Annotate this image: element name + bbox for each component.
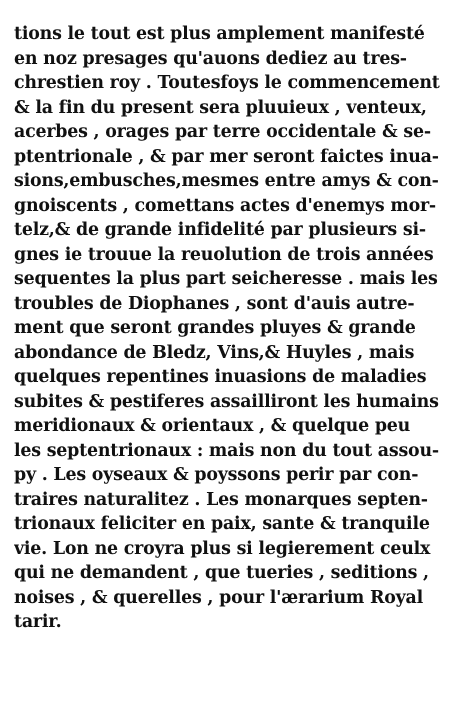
text-line-10: gnes ie trouue la reuolution de trois années: [14, 244, 434, 265]
text-line-15: quelques repentines inuasions de maladies: [14, 367, 427, 387]
text-line-22: vie. Lon ne croyra plus si legierement ceulx: [14, 538, 431, 559]
text-line-8: gnoiscents , comettans actes d'enemys mor-: [14, 195, 436, 216]
text-line-25: tarir.: [14, 612, 62, 632]
text-line-14: abondance de Bledz, Vins,& Huyles , mais: [14, 342, 415, 363]
text-line-5: acerbes , orages par terre occidentale & se-: [14, 122, 431, 142]
text-line-19: py . Les oyseaux & poyssons perir par con-: [14, 465, 419, 485]
text-line-2: en noz presages qu'auons dediez au tres-: [14, 48, 407, 69]
text-line-4: & la fin du present sera pluuieux , venteux,: [14, 97, 427, 118]
text-line-23: qui ne demandent , que tueries , seditions ,: [14, 563, 429, 583]
text-line-20: traires naturalitez . Les monarques septen-: [14, 489, 428, 510]
text-line-6: ptentrionale , & par mer seront faictes inua-: [14, 146, 439, 167]
text-line-17: meridionaux & orientaux , & quelque peu: [14, 416, 411, 436]
text-line-3: chrestien roy . Toutesfoys le commencement: [14, 73, 440, 93]
text-line-24: noises , & querelles , pour l'ærarium Royal: [14, 587, 423, 608]
body-text: [14, 22, 442, 635]
text-line-11: sequentes la plus part seicheresse . mais les: [14, 269, 438, 289]
text-line-12: troubles de Diophanes , sont d'auis autre-: [14, 293, 415, 314]
text-line-21: trionaux feliciter en paix, sante & tranquile: [14, 514, 430, 534]
text-line-7: sions,embusches,mesmes entre amys & con-: [14, 171, 439, 191]
text-line-9: telz,& de grande infidelité par plusieurs si-: [14, 220, 426, 240]
text-line-1: tions le tout est plus amplement manifesté: [14, 24, 425, 44]
text-line-13: ment que seront grandes pluyes & grande: [14, 318, 416, 338]
text-line-18: les septentrionaux : mais non du tout assou-: [14, 440, 439, 461]
text-line-16: subites & pestiferes assailliront les humains: [14, 391, 439, 412]
